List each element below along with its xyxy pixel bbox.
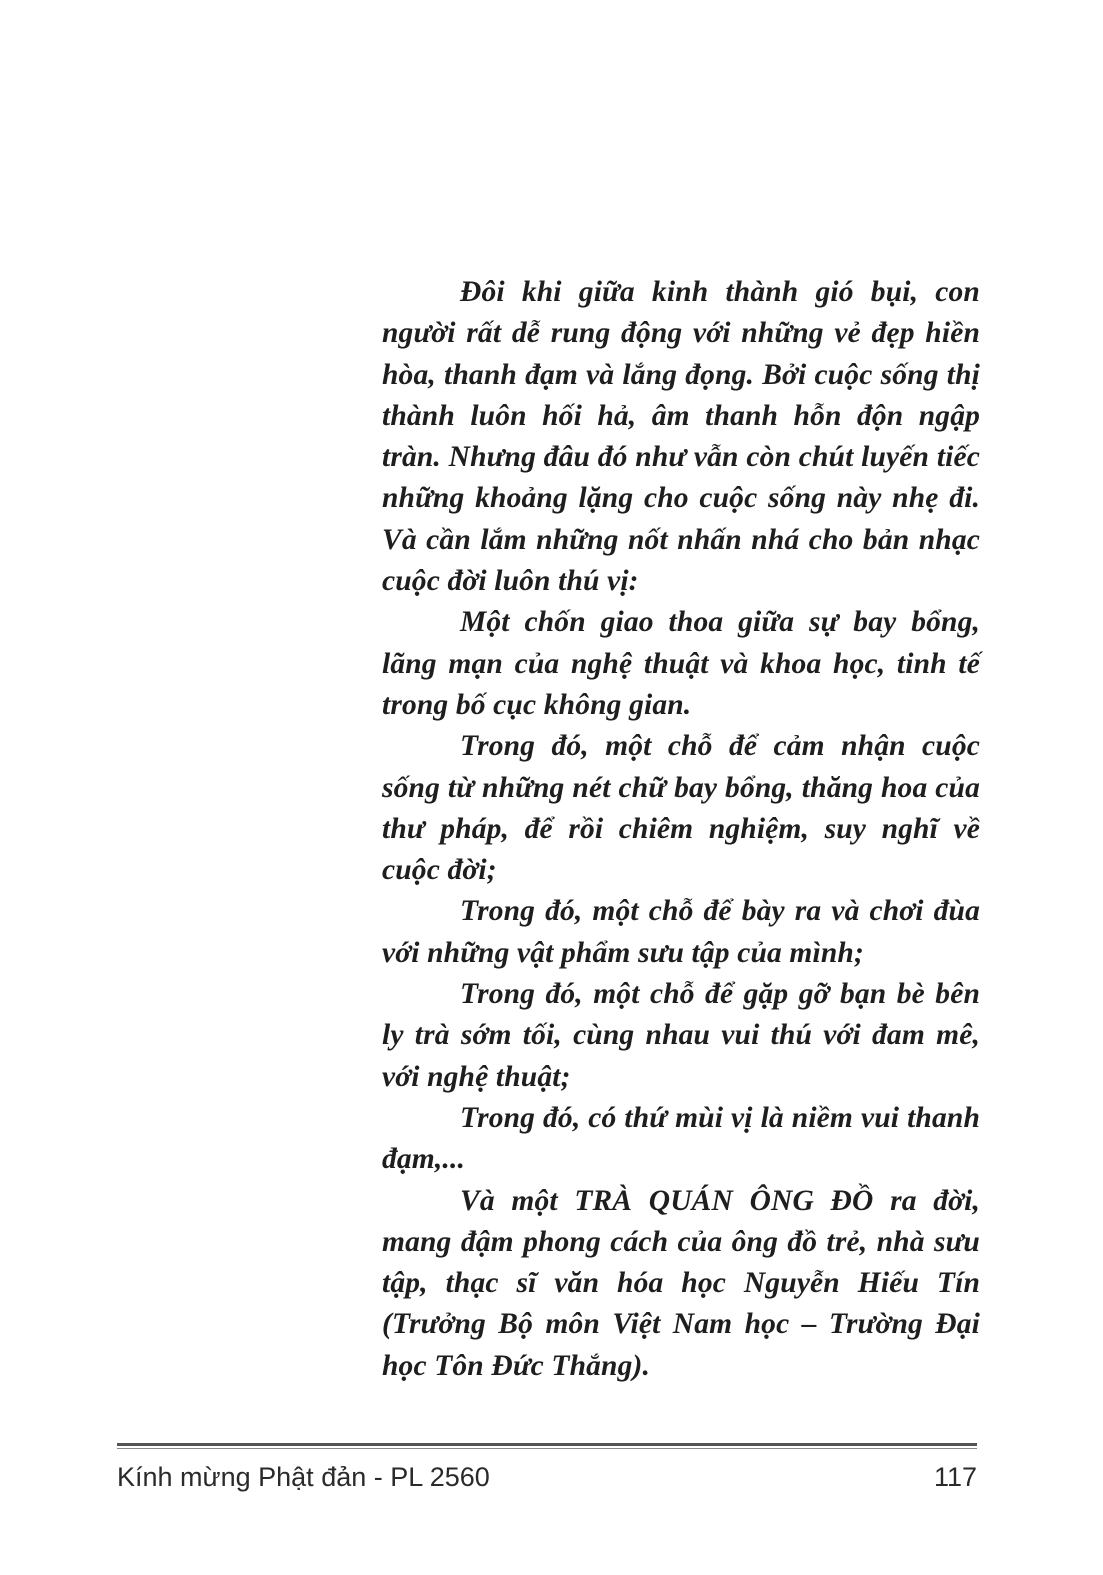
paragraph-calligraphy: Trong đó, một chỗ để cảm nhận cuộc sống từ những nét chữ bay bổng, thăng hoa của thư pháp, để rồi chiêm nghiệm, suy nghĩ về cuộc đời; <box>382 730 980 887</box>
paragraph-tea-house: Và một TRÀ QUÁN ÔNG ĐỒ ra đời, mang đậm phong cách của ông đồ trẻ, nhà sưu tập, thạc sĩ văn hóa học Nguyễn Hiếu Tín (Trưởng Bộ môn Việt Nam học – Trường Đại học Tôn Đức Thắng). <box>382 1184 980 1382</box>
paragraph-collection: Trong đó, một chỗ để bày ra và chơi đùa với những vật phẩm sưu tập của mình; <box>382 895 980 969</box>
paragraph-intro: Đôi khi giữa kinh thành gió bụi, con người rất dễ rung động với những vẻ đẹp hiền hòa, thanh đạm và lắng đọng. Bởi cuộc sống thị thành luôn hối hả, âm thanh hỗn độn ngập tràn. Nhưng đâu đó như vẫn còn chút luyến tiếc những khoảng lặng cho cuộc sống này nhẹ đi. Và cần lắm những nốt nhấn nhá cho bản nhạc cuộc đời luôn thú vị: <box>382 276 980 598</box>
paragraph-intersection: Một chốn giao thoa giữa sự bay bổng, lãng mạn của nghệ thuật và khoa học, tinh tế trong bố cục không gian. <box>382 606 980 721</box>
body-text <box>382 272 980 1387</box>
footer-divider-thin <box>117 1448 977 1449</box>
footer-divider <box>117 1443 977 1446</box>
footer-title: Kính mừng Phật đản - PL 2560 <box>117 1462 490 1492</box>
paragraph-friends: Trong đó, một chỗ để gặp gỡ bạn bè bên ly trà sớm tối, cùng nhau vui thú với đam mê, với nghệ thuật; <box>382 978 980 1093</box>
page-number: 117 <box>933 1462 977 1492</box>
paragraph-flavor: Trong đó, có thứ mùi vị là niềm vui thanh đạm,... <box>382 1101 980 1176</box>
